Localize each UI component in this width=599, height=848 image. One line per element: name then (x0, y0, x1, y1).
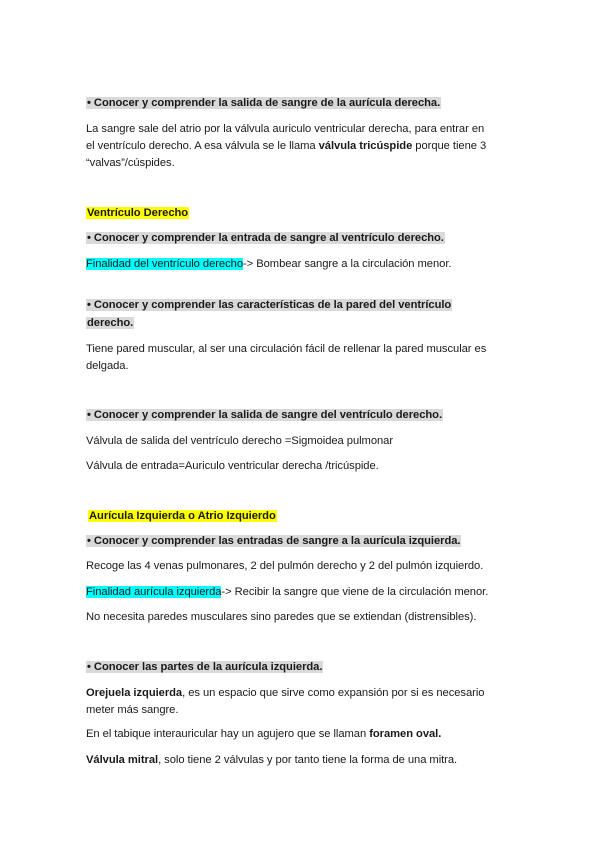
heading-entrada-ventriculo-derecho (86, 230, 445, 247)
text-span: el ventrículo derecho. A esa válvula se le llama (86, 140, 319, 152)
paragraph-line: No necesita paredes musculares sino paredes que se extiendan (distrensibles). (86, 611, 477, 623)
paragraph-line (86, 584, 488, 601)
paragraph-line: Recoge las 4 venas pulmonares, 2 del pulmón derecho y 2 del pulmón izquierdo. (86, 560, 484, 572)
paragraph-line: Válvula de salida del ventrículo derecho =Sigmoidea pulmonar (86, 435, 394, 447)
heading-text: • Conocer y comprender la salida de sangre de la aurícula derecha. (87, 97, 441, 109)
heading-partes-auricula-izquierda (86, 659, 323, 676)
paragraph-line: meter más sangre. (86, 704, 179, 716)
paragraph-line: “valvas”/cúspides. (86, 157, 175, 169)
highlighted-term-finalidad: Finalidad aurícula izquierda (86, 586, 222, 598)
bold-term-foramen-oval: foramen oval. (369, 728, 442, 740)
paragraph-line: La sangre sale del atrio por la válvula auriculo ventricular derecha, para entrar en (86, 123, 485, 135)
paragraph-line (86, 138, 486, 155)
highlighted-term-finalidad: Finalidad del ventrículo derecho (86, 258, 243, 270)
heading-salida-auricula-derecha (86, 95, 441, 112)
heading-entradas-auricula-izquierda (86, 533, 461, 550)
heading-salida-ventriculo-derecho (86, 407, 443, 424)
paragraph-line (86, 726, 441, 743)
bold-term-orejuela: Orejuela izquierda (86, 687, 183, 699)
section-title-auricula-izquierda (88, 508, 277, 525)
section-title-ventriculo-derecho (86, 205, 189, 222)
paragraph-line (86, 752, 457, 769)
text-span: , solo tiene 2 válvulas y por tanto tiene la forma de una mitra. (158, 754, 458, 766)
heading-pared-ventriculo (86, 297, 452, 314)
section-title-text: Aurícula Izquierda o Atrio Izquierdo (89, 510, 276, 522)
paragraph-line: Válvula de entrada=Auriculo ventricular derecha /tricúspide. (86, 460, 379, 472)
bold-term-valvula-tricuspide: válvula tricúspide (318, 140, 413, 152)
bold-term-valvula-mitral: Válvula mitral (86, 754, 159, 766)
text-span: porque tiene 3 (412, 140, 487, 152)
paragraph-line: Tiene pared muscular, al ser una circulación fácil de rellenar la pared muscular es (86, 343, 487, 355)
heading-text: derecho. (87, 317, 134, 329)
heading-text: • Conocer y comprender las entradas de sangre a la aurícula izquierda. (87, 535, 461, 547)
text-span: , es un espacio que sirve como expansión por si es necesario (182, 687, 485, 699)
paragraph-line (86, 256, 451, 273)
heading-text: • Conocer y comprender las características de la pared del ventrículo (87, 299, 452, 311)
paragraph-line (86, 685, 484, 702)
heading-text: • Conocer y comprender la entrada de sangre al ventrículo derecho. (87, 232, 444, 244)
section-title-text: Ventrículo Derecho (87, 207, 189, 219)
text-span: En el tabique interauricular hay un agujero que se llaman (86, 728, 370, 740)
text-span: -> Recibir la sangre que viene de la circulación menor. (221, 586, 489, 598)
paragraph-line: delgada. (86, 360, 129, 372)
text-span: -> Bombear sangre a la circulación menor. (243, 258, 452, 270)
heading-text: • Conocer y comprender la salida de sangre del ventrículo derecho. (87, 409, 443, 421)
heading-text: • Conocer las partes de la aurícula izquierda. (87, 661, 323, 673)
heading-pared-ventriculo-cont (86, 315, 134, 332)
